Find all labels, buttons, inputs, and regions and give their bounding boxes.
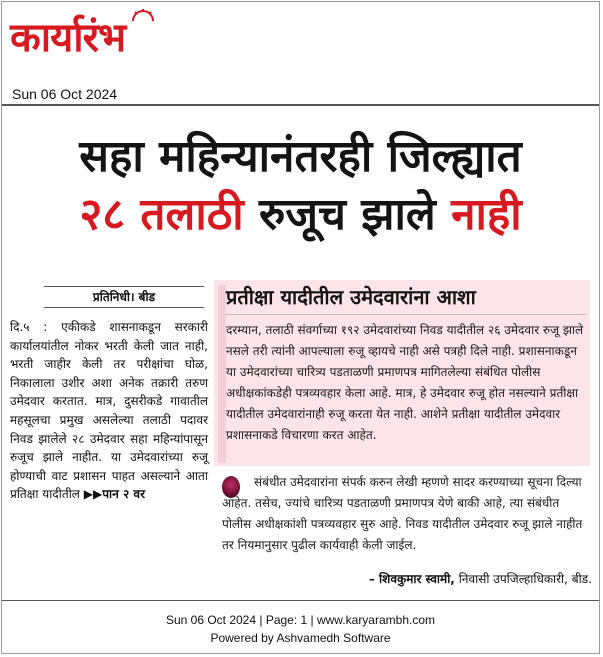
headline-red-end: नाही	[451, 189, 522, 240]
sidebar-box	[214, 280, 590, 466]
newspaper-logo: कार्यारंभ	[10, 15, 126, 61]
headline	[2, 128, 599, 244]
quote-author-name: – शिवकुमार स्वामी,	[368, 572, 455, 586]
quote-attribution	[260, 570, 592, 588]
sun-rays-icon	[130, 8, 156, 22]
byline: प्रतिनिधी। बीड	[44, 286, 204, 308]
headline-line-2	[2, 186, 599, 244]
footer-divider	[2, 600, 599, 601]
masthead	[2, 2, 599, 105]
headline-black-part: रुजूच झाले	[259, 189, 436, 240]
official-quote: संबंधीत उमेदवारांना संपर्क करुन लेखी म्हणणे सादर करण्याच्या सूचना दिल्या आहेत. तसेच, ज्यांचे चारित्र्य पडताळणी प्रमाणपत्र येणे बाकी आहे, त्या संबंधीत पोलीस अधीक्षकांशी पत्रव्यवहार सुरु आहे. निवड यादीतील उमेदवार रुजू झाले नाहीत तर नियमानुसार पुढील कार्यवाही केली जाईल.	[222, 475, 583, 552]
article-body	[10, 318, 208, 504]
article-text: दि.५ : एकीकडे शासनाकडून सरकारी कार्यालयांतील नोकर भरती केली जात नाही, भरती जाहीर केली तर परीक्षांचा घोळ, निकालाला उशीर अशा अनेक तक्रारी तरुण उमेदवार करतात. मात्र, दुसरीकडे गावातील महसूलचा प्रमुख असलेल्या तलाठी पदावर निवड झालेले २८ उमेदवार सहा महिन्यांपासून रुजूच झाले नाहीत. या उमेदवारांच्या रुजू होण्याची वाट प्रशासन पाहत असल्याने आता प्रतिक्षा यादीतील	[10, 320, 208, 502]
edition-date: Sun 06 Oct 2024	[12, 86, 118, 102]
headline-red-part: २८ तलाठी	[79, 189, 244, 240]
continuation-link[interactable]: ▶▶पान २ वर	[83, 487, 145, 502]
footer-page-info[interactable]: Sun 06 Oct 2024 | Page: 1 | www.karyarambh.com	[165, 613, 436, 627]
footer-powered-by: Powered by Ashvamedh Software	[210, 631, 391, 645]
sidebar-accent-bar	[218, 285, 226, 463]
headline-line-1: सहा महिन्यानंतरही जिल्ह्यात	[79, 131, 522, 182]
quote-author-role: निवासी उपजिल्हाधिकारी, बीड.	[458, 572, 592, 586]
sidebar-title: प्रतीक्षा यादीतील उमेदवारांना आशा	[226, 285, 476, 309]
sidebar-divider	[226, 314, 586, 315]
masthead-divider	[2, 104, 599, 106]
page-footer	[2, 611, 599, 647]
sidebar-text: दरम्यान, तलाठी संवर्गाच्या १९२ उमेदवारांच्या निवड यादीतील २६ उमेदवार रुजू झाले नसले तरी त्यांनी आपल्याला रुजू व्हायचे नाही असे पत्रही दिले नाही. प्रशासनाकडून या उमेदवारांच्या चारित्र्य पडताळणी प्रमाणपत्र मागितलेल्या संबंधित पोलीस अधीक्षकांकडेही पत्रव्यवहार केला आहे. मात्र, हे उमेदवार रुजू होत नसल्याने प्रतीक्षा यादीतील उमेदवारांनाही रुजू करता येत नाही. आशेने प्रतीक्षा यादीतील उमेदवार प्रशासनाकडे विचारणा करत आहेत.	[226, 323, 584, 442]
